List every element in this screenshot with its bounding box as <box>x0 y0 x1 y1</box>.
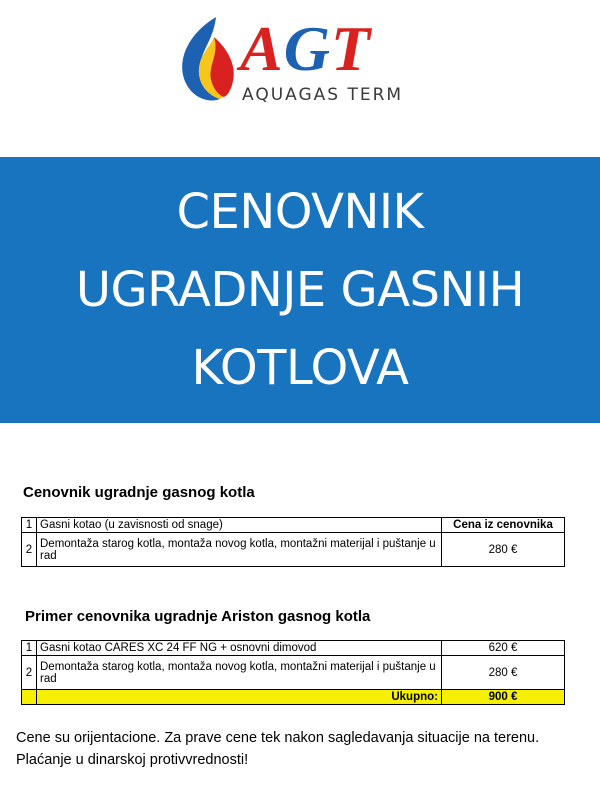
brand-name: AGT <box>240 13 371 84</box>
brand-subtitle: AQUAGAS TERM <box>242 85 404 105</box>
total-label: Ukupno: <box>37 690 442 705</box>
company-logo <box>176 15 426 107</box>
banner-line-2: UGRADNJE GASNIH <box>75 262 525 318</box>
row-description: Gasni kotao (u zavisnosti od snage) <box>37 518 442 533</box>
banner-line-1: CENOVNIK <box>176 184 424 240</box>
price-table-2 <box>21 640 565 705</box>
row-price: Cena iz cenovnika <box>442 518 565 533</box>
row-description: Gasni kotao CARES XC 24 FF NG + osnovni dimovod <box>37 641 442 656</box>
table-row <box>22 656 565 690</box>
row-number: 2 <box>22 656 37 690</box>
row-description: Demontaža starog kotla, montaža novog kotla, montažni materijal i puštanje u rad <box>37 533 442 567</box>
total-row <box>22 690 565 705</box>
row-price: 620 € <box>442 641 565 656</box>
note-line-1: Cene su orijentacione. Za prave cene tek nakon sagledavanja situacije na terenu. <box>16 730 540 746</box>
row-price: 280 € <box>442 656 565 690</box>
row-price: 280 € <box>442 533 565 567</box>
row-number: 1 <box>22 641 37 656</box>
total-blank-cell <box>22 690 37 705</box>
title-banner <box>0 157 600 423</box>
banner-line-3: KOTLOVA <box>191 340 409 396</box>
table-row <box>22 533 565 567</box>
row-description: Demontaža starog kotla, montaža novog kotla, montažni materijal i puštanje u rad <box>37 656 442 690</box>
table1-title: Cenovnik ugradnje gasnog kotla <box>23 484 255 501</box>
table-row <box>22 518 565 533</box>
price-table-1 <box>21 517 565 567</box>
total-value: 900 € <box>442 690 565 705</box>
table2-title: Primer cenovnika ugradnje Ariston gasnog kotla <box>25 608 371 625</box>
table-row <box>22 641 565 656</box>
row-number: 1 <box>22 518 37 533</box>
flame-icon <box>176 15 240 107</box>
row-number: 2 <box>22 533 37 567</box>
price-note <box>16 727 591 771</box>
note-line-2: Plaćanje u dinarskoj protivvrednosti! <box>16 752 249 768</box>
